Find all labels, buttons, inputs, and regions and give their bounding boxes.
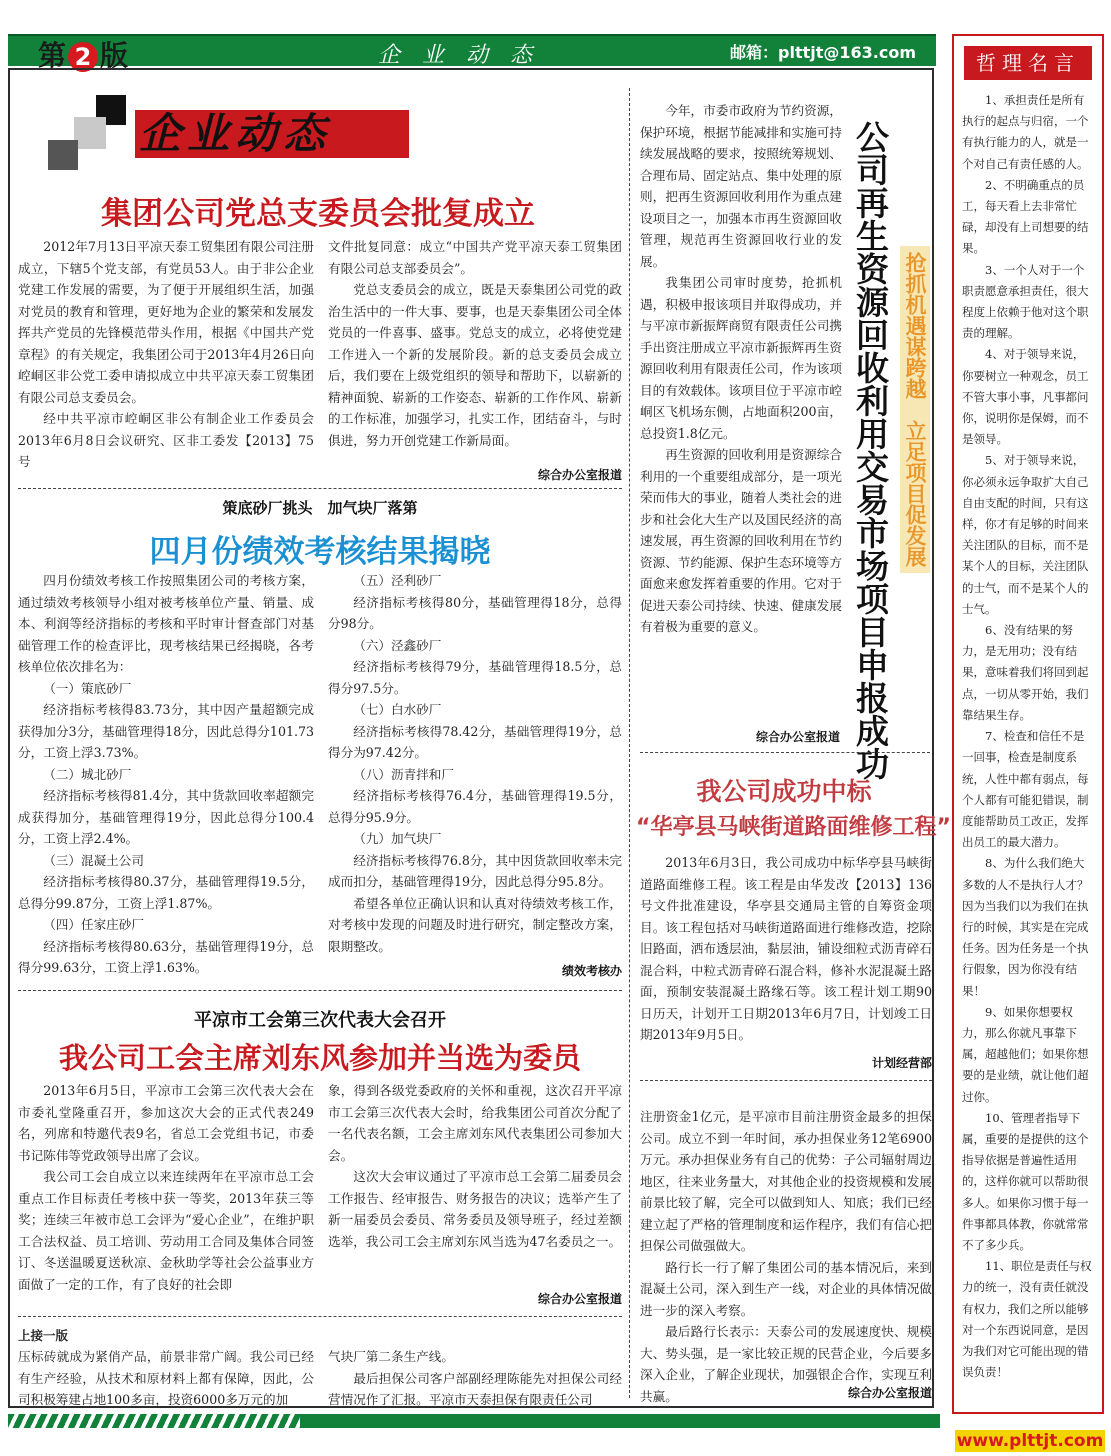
article6-para: 路行长一行了解了集团公司的基本情况后，来到混凝土公司，深入到生产一线，对企业的具体情况做进一步的深入考察。: [640, 1259, 932, 1318]
article2-para: 经济指标考核得80分，基础管理得18分，总得分98分。: [328, 594, 622, 631]
quote-item: 1、承担责任是所有执行的起点与归宿，一个有执行能力的人，就是一个对自己有责任感的人。: [962, 93, 1089, 171]
continued-label: 上接一版: [18, 1328, 69, 1343]
article3-col1: [18, 1080, 314, 1295]
section-name: 企业动态: [378, 43, 555, 68]
article1-headline: 集团公司党总支委员会批复成立: [101, 196, 535, 232]
article4-body: [640, 100, 842, 638]
article2-para: 经济指标考核得80.63分，基础管理得19分，总得分99.63分，工资上浮1.63%。: [18, 938, 314, 975]
article3-para: 这次大会审议通过了平凉市总工会第二届委员会工作报告、经审报告、财务报告的决议；选举产生了新一届委员会委员、常务委员及领导班子，经过差额选举，我公司工会主席刘东风当选为47名委员之一。: [328, 1169, 622, 1249]
article2-para: 希望各单位正确认识和认真对待绩效考核工作，对考核中发现的问题及时进行研究，制定整改方案，限期整改。: [328, 895, 622, 954]
edition-prefix: 第: [38, 39, 67, 72]
article4-para: 再生资源的回收利用是资源综合利用的一个重要组成部分，是一项光荣而伟大的事业，随着人类社会的进步和社会化大生产以及国民经济的高速发展，再生资源的回收利用在节约资源、节约能源、保护生态环境等方面愈来愈发挥着重要的作用。它对于促进天泰公司持续、快速、健康发展有着极为重要的意义。: [640, 447, 842, 634]
article4-para: 今年，市委市政府为节约资源，保护环境，根据节能减排和实施可持续发展战略的要求，按照统筹规划、合理布局、固定站点、集中处理的原则，把再生资源回收利用作为重点建设项目之一，加强本市再生资源回收管理，规范再生资源回收行业的发展。: [640, 103, 842, 269]
quote-item: 8、为什么我们绝大多数的人不是执行人才？因为当我们以为我们在执行的时候，其实是在完成任务。因为任务是一个执行假象，因为你没有结果！: [962, 856, 1089, 998]
article4-headline: 公司再生资源回收利用交易市场项目申报成功: [851, 120, 890, 780]
article2-para: （三）混凝土公司: [43, 852, 144, 868]
article5-byline: 计划经营部: [871, 1056, 932, 1070]
article3-col2: [328, 1080, 622, 1252]
email-address: 邮箱：plttjt@163.com: [730, 43, 916, 62]
article3-para: 象，得到各级党委政府的关怀和重视，这次召开平凉市工会第三次代表大会时，给我集团公司首次分配了一名代表名额，工会主席刘东风代表集团公司参加大会。: [328, 1083, 622, 1163]
article3-headline: 我公司工会主席刘东风参加并当选为委员: [58, 1041, 581, 1075]
article1-col2: [328, 236, 622, 451]
edition-suffix: 版: [100, 39, 129, 72]
article2-para: 经济指标考核得80.37分，基础管理得19.5分，总得分99.87分，工资上浮1.87%。: [18, 874, 314, 911]
quote-item: 2、不明确重点的员工，每天看上去非常忙碌，却没有上司想要的结果。: [962, 177, 1089, 256]
quote-item: 7、检查和信任不是一回事，检查是制度系统，人性中都有弱点，每个人都有可能犯错误，制度能帮助员工改正，发挥出员工的最大潜力。: [962, 729, 1089, 850]
column-logo-title: 企业动态: [135, 110, 409, 158]
article2-subtitle: 策底砂厂挑头 加气块厂落第: [222, 499, 418, 517]
quote-item: 4、对于领导来说，你要树立一种观念，员工不管大事小事，凡事都问你，说明你是保姆，而不是领导。: [962, 347, 1089, 447]
article5-body: [640, 852, 932, 1046]
article3-para: 2013年6月5日，平凉市工会第三次代表大会在市委礼堂隆重召开，参加这次大会的正式代表249名，列席和特邀代表9名，省总工会党组书记，市委书记陈伟等党政领导出席了会议。: [18, 1083, 314, 1163]
quote-item: 9、如果你想要权力，那么你就凡事靠下属，超越他们；如果你想要的是业绩，就让他们超过你。: [962, 1004, 1089, 1104]
divider: [18, 990, 622, 991]
quotes-list: [962, 90, 1094, 1383]
article2-para: 经济指标考核得79分，基础管理得18.5分，总得分97.5分。: [328, 659, 622, 696]
article2-para: 四月份绩效考核工作按照集团公司的考核方案，通过绩效考核领导小组对被考核单位产量、销量、成本、利润等经济指标的考核和平时审计督查部门对基础管理工作的检查评比，现考核结果已经揭晓，各考核单位依次排名为：: [18, 573, 314, 674]
article1-para: 2012年7月13日平凉天泰工贸集团有限公司注册成立，下辖5个党支部，有党员53人。由于非公企业党建工作发展的需要，为了便于开展组织生活，加强对党员的教育和管理，更好地为企业的繁荣和发展发挥共产党员的先锋模范带头作用，根据《中国共产党章程》的有关规定，我集团公司于2013年4月26日向崆峒区非公党工委申请拟成立中共平凉天泰工贸集团有限公司总支委员会。: [18, 239, 314, 405]
article3-subtitle: 平凉市工会第三次代表大会召开: [194, 1010, 446, 1031]
article1-byline: 综合办公室报道: [537, 468, 622, 482]
continued-col1: [18, 1346, 314, 1411]
continued-para: 最后担保公司客户部副经理陈能先对担保公司经营情况作了汇报。平凉市天泰担保有限责任公司: [328, 1370, 622, 1407]
quote-item: 5、对于领导来说，你必须永远争取扩大自己自由支配的时间，只有这样，你才有足够的时间来关注团队的目标，而不是某个人的目标，关注团队的士气，而不是某个人的士气。: [962, 453, 1089, 616]
article5-para: 2013年6月3日，我公司成功中标华亭县马峡街道路面维修工程。该工程是由华发改【2013】136号文件批准建设，华亭县交通局主管的自筹资金项目。该工程包括对马峡街道路面进行维修改造，挖除旧路面，洒布透层油，黏层油，铺设细粒式沥青碎石混合料，中粒式沥青碎石混合料，修补水泥混凝土路面，预制安装混凝土路缘石等。该工程计划工期90日历天，计划开工日期2013年6月7日，计划竣工日期2013年9月5日。: [640, 855, 932, 1042]
article2-para: （八）沥青拌和厂: [353, 766, 454, 782]
quote-item: 3、一个人对于一个职责愿意承担责任，很大程度上依赖于他对这个职责的理解。: [962, 262, 1089, 341]
article2-para: （七）白水砂厂: [353, 702, 442, 717]
article4-byline: 综合办公室报道: [755, 730, 840, 744]
article6-byline: 综合办公室报道: [847, 1386, 932, 1400]
divider: [640, 1080, 932, 1081]
column-divider: [629, 88, 630, 1398]
edition-header-bar: [8, 34, 936, 72]
continued-para: 压标砖就成为紧俏产品，前景非常广阔。我公司已经有生产经验，从技术和原材料上都有保障，因此，公司积极筹建占地100多亩，投资6000多万元的加: [18, 1349, 314, 1407]
article6-para: 注册资金1亿元，是平凉市目前注册资金最多的担保公司。成立不到一年时间，承办担保业务12笔6900万元。承办担保业务有自己的优势：子公司辐射周边地区，往来业务量大，对其他企业的投资规模和发展前景比较了解，完全可以做到知人、知底；我们已经建立起了严格的管理制度和运作程序，我们有信心把担保公司做强做大。: [640, 1109, 932, 1253]
article6-para: 最后路行长表示：天泰公司的发展速度快、规模大、势头强，是一家比较正规的民营企业，今后要多深入企业，了解企业现状，加强银企合作，实现互利共赢。: [640, 1324, 932, 1404]
article2-para: （九）加气块厂: [353, 831, 442, 846]
quote-item: 11、职位是责任与权力的统一，没有责任就没有权力，我们之所以能够对一个东西说同意，是因为我们对它可能出现的错误负责！: [962, 1259, 1092, 1380]
article2-para: （六）泾鑫砂厂: [353, 637, 442, 653]
article2-para: （五）泾利砂厂: [353, 573, 442, 588]
article2-para: 经济指标考核得83.73分，其中因产量超额完成获得加分3分，基础管理得18分，因此总得分101.73分，工资上浮3.73%。: [18, 702, 314, 760]
divider: [640, 752, 930, 753]
quotes-title: 哲理名言: [964, 46, 1092, 80]
article3-para: 我公司工会自成立以来连续两年在平凉市总工会重点工作目标责任考核中获一等奖，2013年获三等奖；连续三年被市总工会评为“爱心企业”，在维护职工合法权益、员工培训、劳动用工合同及集体合同签订、冬送温暖夏送秋凉、金秋助学等社会公益事业方面做了一定的工作，有了良好的社会即: [18, 1169, 314, 1292]
article2-col2: [328, 570, 622, 957]
article2-para: 经济指标考核得78.42分，基础管理得19分，总得分为97.42分。: [328, 723, 622, 760]
continued-col2: [328, 1346, 622, 1411]
article3-byline: 综合办公室报道: [537, 1292, 622, 1306]
article4-tagline: 抢抓机遇谋跨越 立足项目促发展: [900, 246, 930, 573]
article1-col1: [18, 236, 314, 473]
divider: [18, 1316, 622, 1317]
article4-para: 我集团公司审时度势，抢抓机遇，积极申报该项目并取得成功，并与平凉市新振辉商贸有限责任公司携手出资注册成立平凉市新振辉再生资源回收利用有限责任公司，作为该项目的有效载体。该项目位于平凉市崆峒区飞机场东侧，占地面积200亩，总投资1.8亿元。: [640, 275, 842, 441]
article2-col1: [18, 570, 314, 979]
bottom-bar: [300, 1414, 940, 1428]
continued-para: 气块厂第二条生产线。: [328, 1349, 454, 1364]
logo-square-gray: [74, 117, 106, 149]
logo-square-dark: [48, 140, 78, 170]
quote-item: 6、没有结果的努力，是无用功；没有结果，意味着我们将回到起点，一切从零开始，我们靠结果生存。: [962, 623, 1089, 722]
article2-para: （四）任家庄砂厂: [43, 917, 144, 932]
article2-para: （一）策底砂厂: [43, 680, 132, 696]
quotes-sidebar: [952, 34, 1104, 1414]
divider: [18, 488, 622, 489]
article1-para: 经中共平凉市崆峒区非公有制企业工作委员会2013年6月8日会议研究、区非工委发【2013】75号: [18, 411, 314, 469]
article6-body: [640, 1106, 932, 1407]
article5-headline-line1: 我公司成功中标: [696, 777, 872, 806]
article1-para: 文件批复同意：成立“中国共产党平凉天泰工贸集团有限公司总支部委员会”。: [328, 239, 622, 276]
article2-para: 经济指标考核得76.8分，其中因货款回收率未完成而扣分，基础管理得19分，因此总得分95.8分。: [328, 852, 622, 889]
edition-num-badge: 2: [68, 42, 98, 72]
site-url[interactable]: www.plttjt.com: [956, 1431, 1104, 1451]
article2-headline: 四月份绩效考核结果揭晓: [149, 534, 491, 570]
article2-para: 经济指标考核得76.4分，基础管理得19.5分，总得分95.9分。: [328, 788, 622, 825]
quote-item: 10、管理者指导下属，重要的是提供的这个指导依据是普遍性适用的，这样你就可以帮助很多人。如果你习惯于每一件事都具体教，你就常常不了多少兵。: [962, 1110, 1089, 1252]
article2-para: （二）城北砂厂: [43, 766, 132, 782]
article2-para: 经济指标考核得81.4分，其中货款回收率超额完成获得加分，基础管理得19分，因此总得分100.4分，工资上浮2.4%。: [18, 788, 314, 846]
article1-para: 党总支委员会的成立，既是天泰集团公司党的政治生活中的一件大事、要事，也是天泰集团公司全体党员的一件喜事、盛事。党总支的成立，必将使党建工作进入一个新的发展阶段。新的总支委员会成立后，我们要在上级党组织的领导和帮助下，以崭新的精神面貌、崭新的工作姿态、崭新的工作作风、崭新的工作标准，加强学习，扎实工作，团结奋斗，与时俱进，努力开创党建工作新局面。: [328, 282, 622, 448]
article5-headline-line2: “华亭县马峡街道路面维修工程”: [636, 815, 951, 840]
article2-byline: 绩效考核办: [561, 964, 622, 978]
